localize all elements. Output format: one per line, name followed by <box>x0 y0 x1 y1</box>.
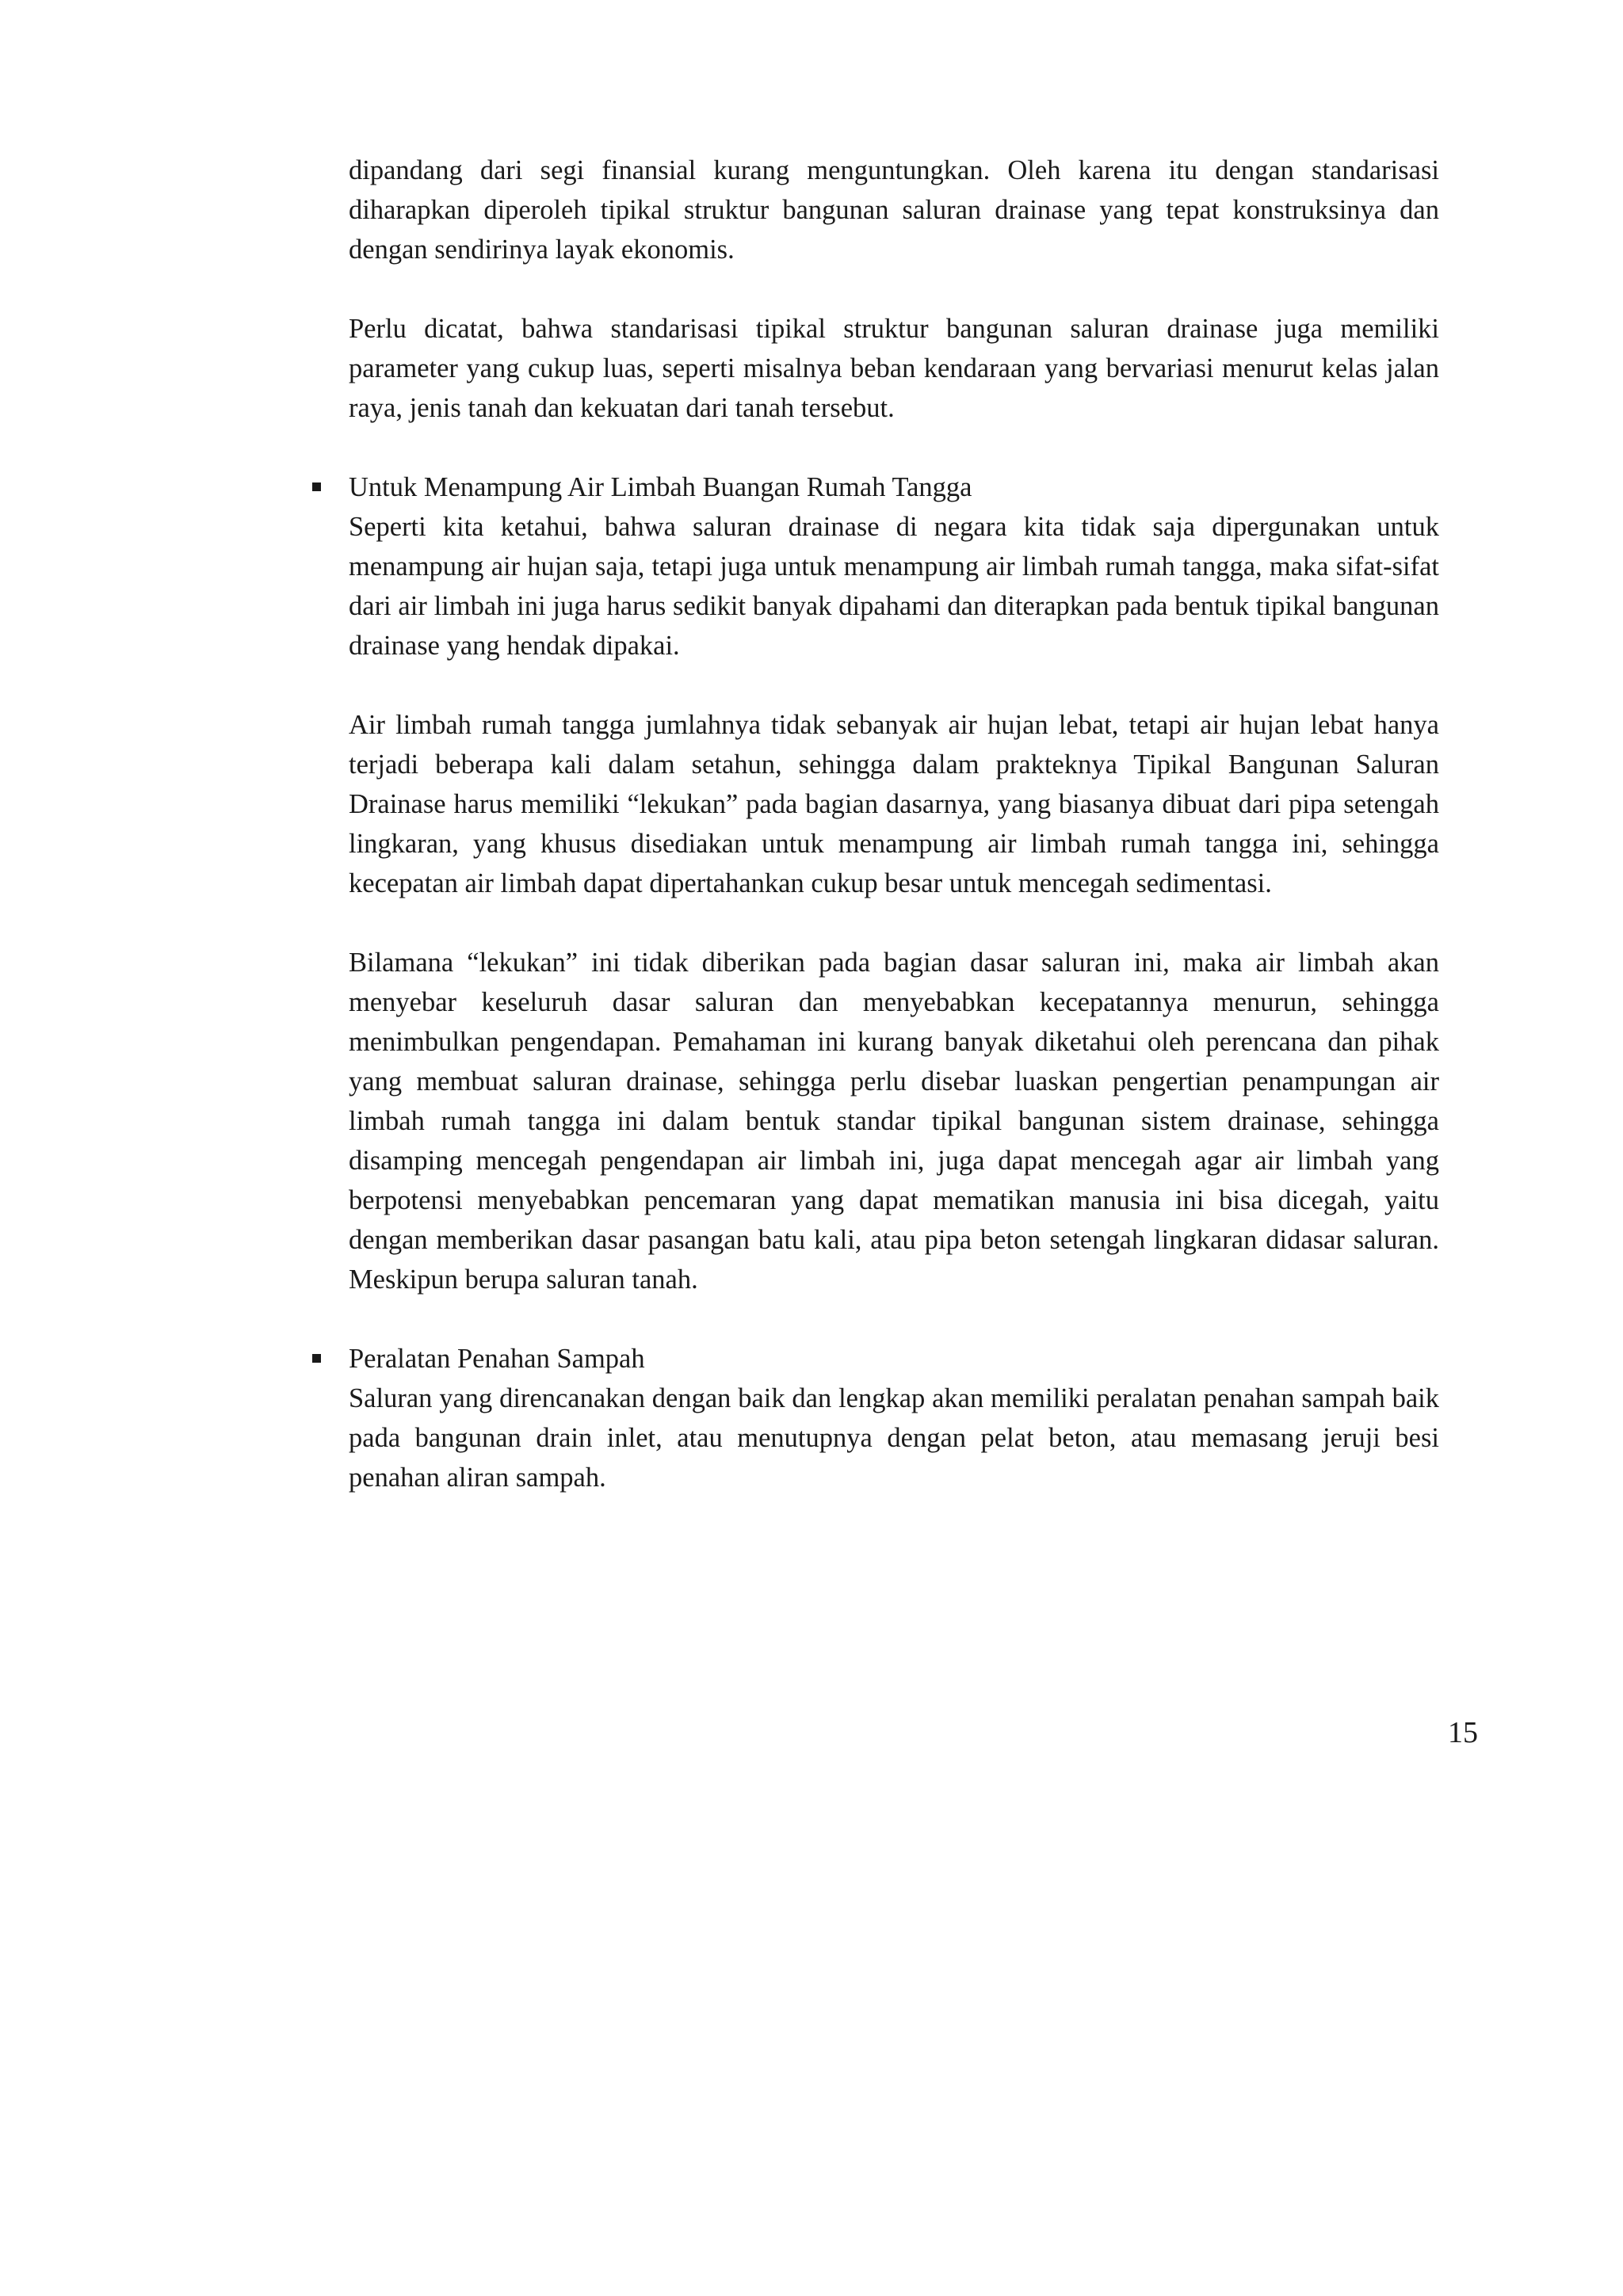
square-bullet-icon <box>312 482 321 491</box>
section-paragraph: Seperti kita ketahui, bahwa saluran drainase di negara kita tidak saja dipergunakan untuk menampung air hujan saja, tetapi juga untuk menampung air limbah rumah tangga, maka sifat-sifat dari air limbah ini juga harus sedikit banyak dipahami dan diterapkan pada bentuk tipikal bangunan drainase yang hendak dipakai. <box>349 512 1439 661</box>
section-title: Peralatan Penahan Sampah <box>349 1344 645 1374</box>
intro-paragraph: dipandang dari segi finansial kurang menguntungkan. Oleh karena itu dengan standarisasi diharapkan diperoleh tipikal struktur bangunan saluran drainase yang tepat konstruksinya dan dengan sendirinya layak ekonomis. <box>349 155 1439 265</box>
section-paragraph: Bilamana “lekukan” ini tidak diberikan pada bagian dasar saluran ini, maka air limbah akan menyebar keseluruh dasar saluran dan menyebabkan kecepatannya menurun, sehingga menimbulkan pengendapan. Pemahaman ini kurang banyak diketahui oleh perencana dan pihak yang membuat saluran drainase, sehingga perlu disebar luaskan pengertian penampungan air limbah rumah tangga ini dalam bentuk standar tipikal bangunan sistem drainase, sehingga disamping mencegah pengendapan air limbah ini, juga dapat mencegah agar air limbah yang berpotensi menyebabkan pencemaran yang dapat mematikan manusia ini bisa dicegah, yaitu dengan memberikan dasar pasangan batu kali, atau pipa beton setengah lingkaran didasar saluran. Meskipun berupa saluran tanah. <box>349 948 1439 1295</box>
section-paragraph: Saluran yang direncanakan dengan baik dan lengkap akan memiliki peralatan penahan sampah baik pada bangunan drain inlet, atau menutupnya dengan pelat beton, atau memasang jeruji besi penahan aliran sampah. <box>349 1383 1439 1493</box>
section-title: Untuk Menampung Air Limbah Buangan Rumah Tangga <box>349 472 972 502</box>
section-trash-retainer <box>349 1339 1439 1497</box>
section-paragraph: Air limbah rumah tangga jumlahnya tidak sebanyak air hujan lebat, tetapi air hujan lebat hanya terjadi beberapa kali dalam setahun, sehingga dalam prakteknya Tipikal Bangunan Saluran Drainase harus memiliki “lekukan” pada bagian dasarnya, yang biasanya dibuat dari pipa setengah lingkaran, yang khusus disediakan untuk menampung air limbah rumah tangga ini, sehingga kecepatan air limbah dapat dipertahankan cukup besar untuk mencegah sedimentasi. <box>349 710 1439 898</box>
page-number: 15 <box>1448 1716 1478 1749</box>
intro-paragraph: Perlu dicatat, bahwa standarisasi tipikal struktur bangunan saluran drainase juga memiliki parameter yang cukup luas, seperti misalnya beban kendaraan yang bervariasi menurut kelas jalan raya, jenis tanah dan kekuatan dari tanah tersebut. <box>349 314 1439 423</box>
section-household-wastewater <box>349 467 1439 1299</box>
document-body <box>349 151 1439 1497</box>
square-bullet-icon <box>312 1354 321 1363</box>
